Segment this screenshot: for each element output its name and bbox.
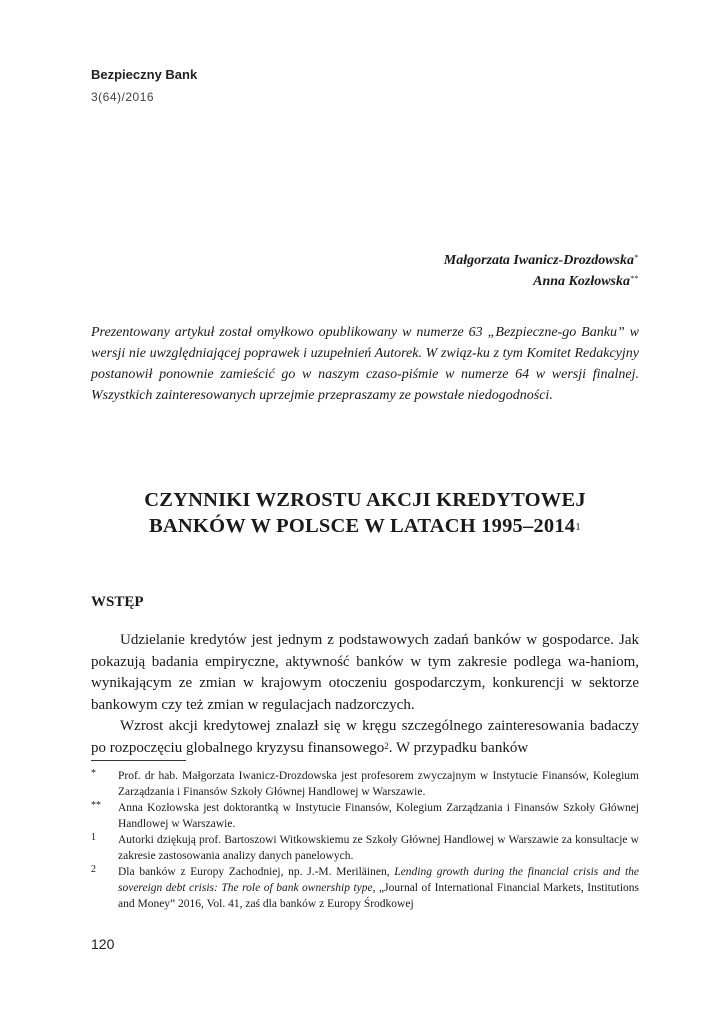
author-line	[444, 271, 638, 292]
body-text	[91, 630, 639, 759]
footnote-text: Prof. dr hab. Małgorzata Iwanicz-Drozdowska jest profesorem zwyczajnym w Instytucie Finansów, Kolegium Zarządzania i Finansów Szkoły Głównej Handlowej w Warszawie.	[118, 770, 639, 798]
journal-name: Bezpieczny Bank	[91, 67, 198, 82]
cited-title: Lending growth during the financial crisis and the sovereign debt crisis: The role of bank ownership type	[118, 866, 639, 894]
title-text: BANKÓW W POLSCE W LATACH 1995–2014	[149, 515, 576, 537]
editorial-notice: Prezentowany artykuł został omyłkowo opublikowany w numerze 63 „Bezpieczne-go Banku” w wersji nie uwzględniającej poprawek i uzupełnień Autorek. W związ-ku z tym Komitet Redakcyjny postanowił ponownie zamieścić go w naszym czaso-piśmie w numerze 64 w wersji finalnej. Wszystkich zainteresowanych uprzejmie przepraszamy ze powstałe niedogodności.	[91, 325, 639, 403]
paragraph-text: Wzrost akcji kredytowej znalazł się w kręgu szczególnego zainteresowania badaczy po rozpoczęciu globalnego kryzysu finansowego	[91, 718, 639, 756]
footnote-text: Anna Kozłowska jest doktorantką w Instytucie Finansów, Kolegium Zarządzania i Finansów Szkoły Głównej Handlowej w Warszawie.	[118, 802, 639, 830]
paragraph: Udzielanie kredytów jest jednym z podstawowych zadań banków w gospodarce. Jak pokazują badania empiryczne, aktywność banków w tym zakresie podlega wa-haniom, wynikającym ze zmian w krajowym otoczeniu gospodarczym, konkurencji w sektorze bankowym czy też zmian w regulacjach nadzorczych.	[91, 632, 639, 713]
author-line	[444, 250, 638, 271]
journal-issue: 3(64)/2016	[91, 90, 155, 104]
footnote	[91, 832, 639, 864]
footnote-mark: 1	[91, 832, 96, 843]
paragraph	[91, 716, 639, 759]
author-name: Małgorzata Iwanicz-Drozdowska	[443, 253, 634, 268]
title-footnote-mark: 1	[575, 521, 581, 533]
footnote-mark: 2	[91, 864, 96, 875]
paragraph-text: . W przypadku banków	[388, 739, 529, 756]
page-number: 120	[91, 936, 115, 952]
footnote-reference: 2	[384, 740, 389, 751]
title-line	[91, 513, 639, 539]
footnotes	[91, 768, 639, 912]
section-heading: WSTĘP	[91, 594, 144, 610]
footnote	[91, 800, 639, 832]
footnote	[91, 768, 639, 800]
author-block	[444, 250, 638, 292]
author-footnote-mark: **	[630, 274, 638, 283]
footnote-mark: **	[91, 800, 101, 811]
author-footnote-mark: *	[634, 253, 638, 262]
title-line: CZYNNIKI WZROSTU AKCJI KREDYTOWEJ	[144, 489, 586, 511]
footnote-mark: *	[91, 768, 96, 779]
footnote	[91, 864, 639, 912]
footnote-separator	[91, 760, 186, 761]
footnote-text-part: , „Journal of International Financial Markets, Institutions and Money” 2016, Vol. 41, zaś dla banków z Europy Środkowej	[118, 882, 639, 910]
article-title	[91, 487, 639, 539]
footnote-text-part: Dla banków z Europy Zachodniej, np. J.-M. Meriläinen,	[118, 866, 395, 878]
author-name: Anna Kozłowska	[533, 274, 630, 289]
footnote-text	[118, 864, 639, 912]
footnote-text: Autorki dziękują prof. Bartoszowi Witkowskiemu ze Szkoły Głównej Handlowej w Warszawie za konsultacje w zakresie zastosowania analizy danych panelowych.	[118, 834, 639, 862]
